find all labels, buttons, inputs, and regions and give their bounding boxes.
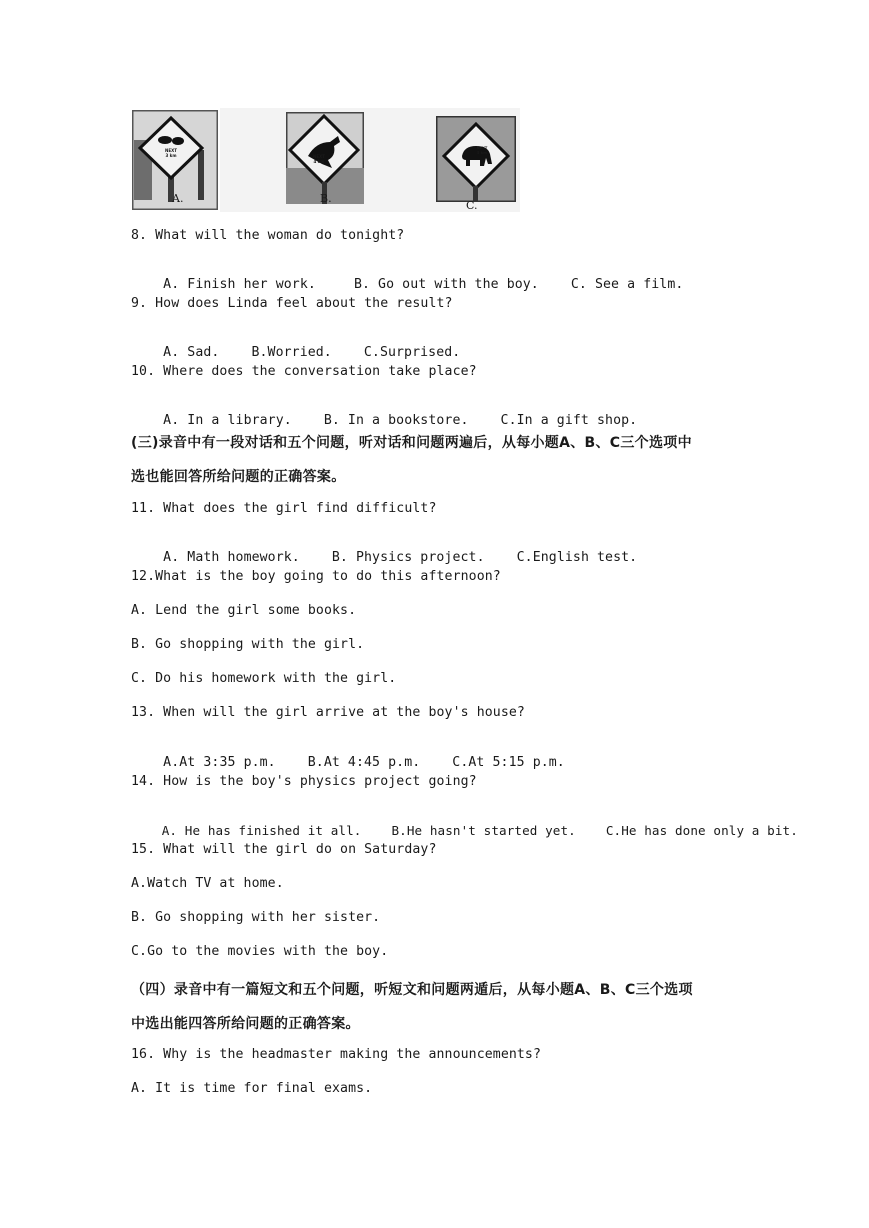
- option-c: C.Surprised.: [363, 345, 461, 360]
- question-12-option-c: C. Do his homework with the girl.: [131, 671, 397, 686]
- option-c: C.English test.: [516, 550, 638, 565]
- sign-c-image: [436, 116, 516, 202]
- option-a: A. Finish her work.: [163, 277, 316, 292]
- question-16: 16. Why is the headmaster making the announcements?: [131, 1047, 542, 1062]
- sign-c-text: NEXT 5 km: [476, 146, 488, 155]
- option-a: A. He has finished it all.: [161, 823, 362, 838]
- sign-c-caption: C.: [466, 199, 478, 212]
- section-4-instruction-line-1: （四）录音中有一篇短文和五个问题，听短文和问题两遁后，从每小题A、B、C三个选项: [131, 982, 693, 998]
- option-c: C. See a film.: [570, 277, 684, 292]
- section-3-instruction-line-2: 选也能回答所给问题的正确答案。: [131, 469, 346, 485]
- option-b: B.At 4:45 p.m.: [307, 755, 421, 770]
- option-b: B.Worried.: [251, 345, 332, 360]
- section-4-instruction-line-2: 中选出能四答所给问题的正确答案。: [131, 1016, 360, 1032]
- question-10: 10. Where does the conversation take place?: [131, 364, 477, 379]
- option-c: C.At 5:15 p.m.: [452, 755, 565, 770]
- option-c: C.In a gift shop.: [500, 413, 638, 428]
- question-15: 15. What will the girl do on Saturday?: [131, 842, 437, 857]
- question-12-option-b: B. Go shopping with the girl.: [131, 637, 365, 652]
- question-11: 11. What does the girl find difficult?: [131, 501, 437, 516]
- option-a: A. Math homework.: [163, 550, 300, 565]
- road-sign-images: [130, 106, 526, 214]
- sign-a-text: NEXT 3 km: [165, 148, 177, 158]
- option-b: B. Physics project.: [331, 550, 485, 565]
- option-b: B. In a bookstore.: [323, 413, 469, 428]
- question-15-option-b: B. Go shopping with her sister.: [131, 910, 381, 925]
- section-3-instruction-line-1: (三)录音中有一段对话和五个问题，听对话和问题两遍后，从每小题A、B、C三个选项中: [131, 435, 692, 451]
- question-15-option-a: A.Watch TV at home.: [131, 876, 284, 891]
- option-a: A.At 3:35 p.m.: [163, 755, 276, 770]
- question-13: 13. When will the girl arrive at the boy's house?: [131, 705, 525, 720]
- question-12-option-a: A. Lend the girl some books.: [131, 603, 357, 618]
- option-c: C.He has done only a bit.: [605, 823, 798, 838]
- sign-a-caption: A.: [172, 192, 184, 205]
- sign-b-caption: B.: [320, 192, 332, 205]
- option-b: B. Go out with the boy.: [353, 277, 539, 292]
- question-8: 8. What will the woman do tonight?: [131, 228, 405, 243]
- option-a: A. Sad.: [163, 345, 220, 360]
- question-12: 12.What is the boy going to do this afternoon?: [131, 569, 501, 584]
- option-b: B.He hasn't started yet.: [391, 823, 576, 838]
- sign-b-text: NEXT 4 km: [313, 154, 325, 164]
- question-16-option-a: A. It is time for final exams.: [131, 1081, 373, 1096]
- question-9: 9. How does Linda feel about the result?: [131, 296, 453, 311]
- question-14: 14. How is the boy's physics project going?: [131, 774, 477, 789]
- option-a: A. In a library.: [163, 413, 292, 428]
- question-15-option-c: C.Go to the movies with the boy.: [131, 944, 389, 959]
